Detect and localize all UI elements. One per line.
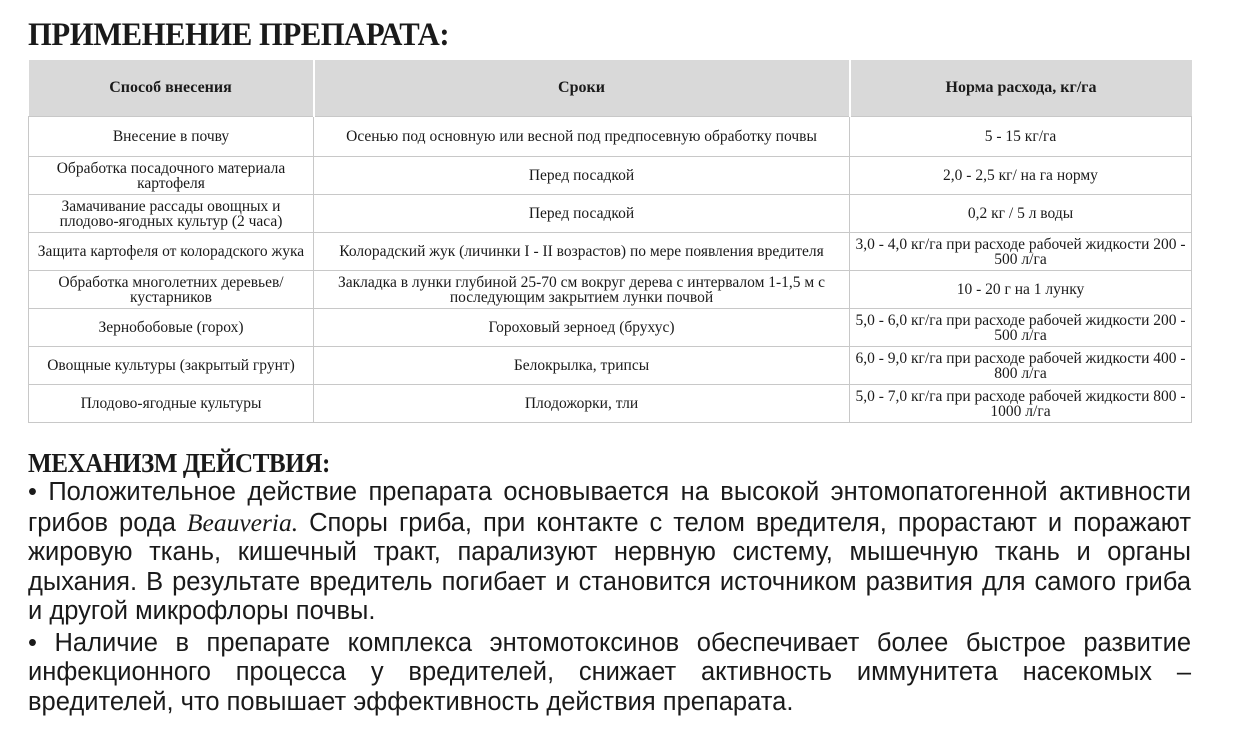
header-rate: Норма расхода, кг/га [850,60,1192,117]
mechanism-title: МЕХАНИЗМ ДЕЙСТВИЯ: [28,448,330,478]
usage-table [28,60,1192,423]
cell-method: Замачивание рассады овощных и плодово-ягодных культур (2 часа) [29,195,314,233]
cell-method: Внесение в почву [29,117,314,157]
cell-rate: 10 - 20 г на 1 лунку [850,271,1192,309]
cell-timing: Плодожорки, тли [314,385,850,423]
cell-rate: 2,0 - 2,5 кг/ на га норму [850,157,1192,195]
usage-title: ПРИМЕНЕНИЕ ПРЕПАРАТА: [28,17,450,53]
table-row [29,157,1192,195]
table-row [29,233,1192,271]
cell-timing: Белокрылка, трипсы [314,347,850,385]
mechanism-paragraph-2: • Наличие в препарате комплекса энтомотоксинов обеспечивает более быстрое развитие инфекционного процесса у вредителей, снижает активность иммунитета насекомых – вредителей, что повышает эффективность действия препарата. [28,628,1191,716]
table-row [29,385,1192,423]
mechanism-p1-text-a: • Положительное действие препарата основывается на высокой энтомопатогенной активности грибов рода [28,478,1191,537]
cell-rate: 3,0 - 4,0 кг/га при расходе рабочей жидкости 200 - 500 л/га [850,233,1192,271]
cell-rate: 5 - 15 кг/га [850,117,1192,157]
cell-method: Обработка посадочного материала картофеля [29,157,314,195]
table-header-row [29,60,1192,117]
genus-name: Beauveria. [186,507,299,537]
table-row [29,117,1192,157]
cell-rate: 6,0 - 9,0 кг/га при расходе рабочей жидкости 400 - 800 л/га [850,347,1192,385]
cell-rate: 0,2 кг / 5 л воды [850,195,1192,233]
cell-timing: Осенью под основную или весной под предпосевную обработку почвы [314,117,850,157]
table-row [29,309,1192,347]
header-method: Способ внесения [29,60,314,117]
cell-method: Обработка многолетних деревьев/кустарников [29,271,314,309]
cell-rate: 5,0 - 7,0 кг/га при расходе рабочей жидкости 800 - 1000 л/га [850,385,1192,423]
cell-method: Плодово-ягодные культуры [29,385,314,423]
cell-timing: Перед посадкой [314,157,850,195]
cell-method: Зернобобовые (горох) [29,309,314,347]
header-timing: Сроки [314,60,850,117]
table-row [29,195,1192,233]
table-row [29,271,1192,309]
cell-timing: Закладка в лунки глубиной 25-70 см вокруг дерева с интервалом 1-1,5 м с последующим закрытием лунки почвой [314,271,850,309]
cell-timing: Гороховый зерноед (брухус) [314,309,850,347]
mechanism-p1-text-b: Споры гриба, при контакте с телом вредителя, прорастают и поражают жировую ткань, кишечный тракт, парализуют нервную систему, мышечную ткань и органы дыхания. В результате вредитель погибает и становится источником развития для самого гриба и другой микрофлоры почвы. [28,508,1191,625]
table-row [29,347,1192,385]
cell-method: Защита картофеля от колорадского жука [29,233,314,271]
cell-timing: Колорадский жук (личинки I - II возрастов) по мере появления вредителя [314,233,850,271]
mechanism-text [28,478,1191,719]
mechanism-paragraph-1 [28,478,1191,627]
cell-timing: Перед посадкой [314,195,850,233]
cell-method: Овощные культуры (закрытый грунт) [29,347,314,385]
cell-rate: 5,0 - 6,0 кг/га при расходе рабочей жидкости 200 - 500 л/га [850,309,1192,347]
